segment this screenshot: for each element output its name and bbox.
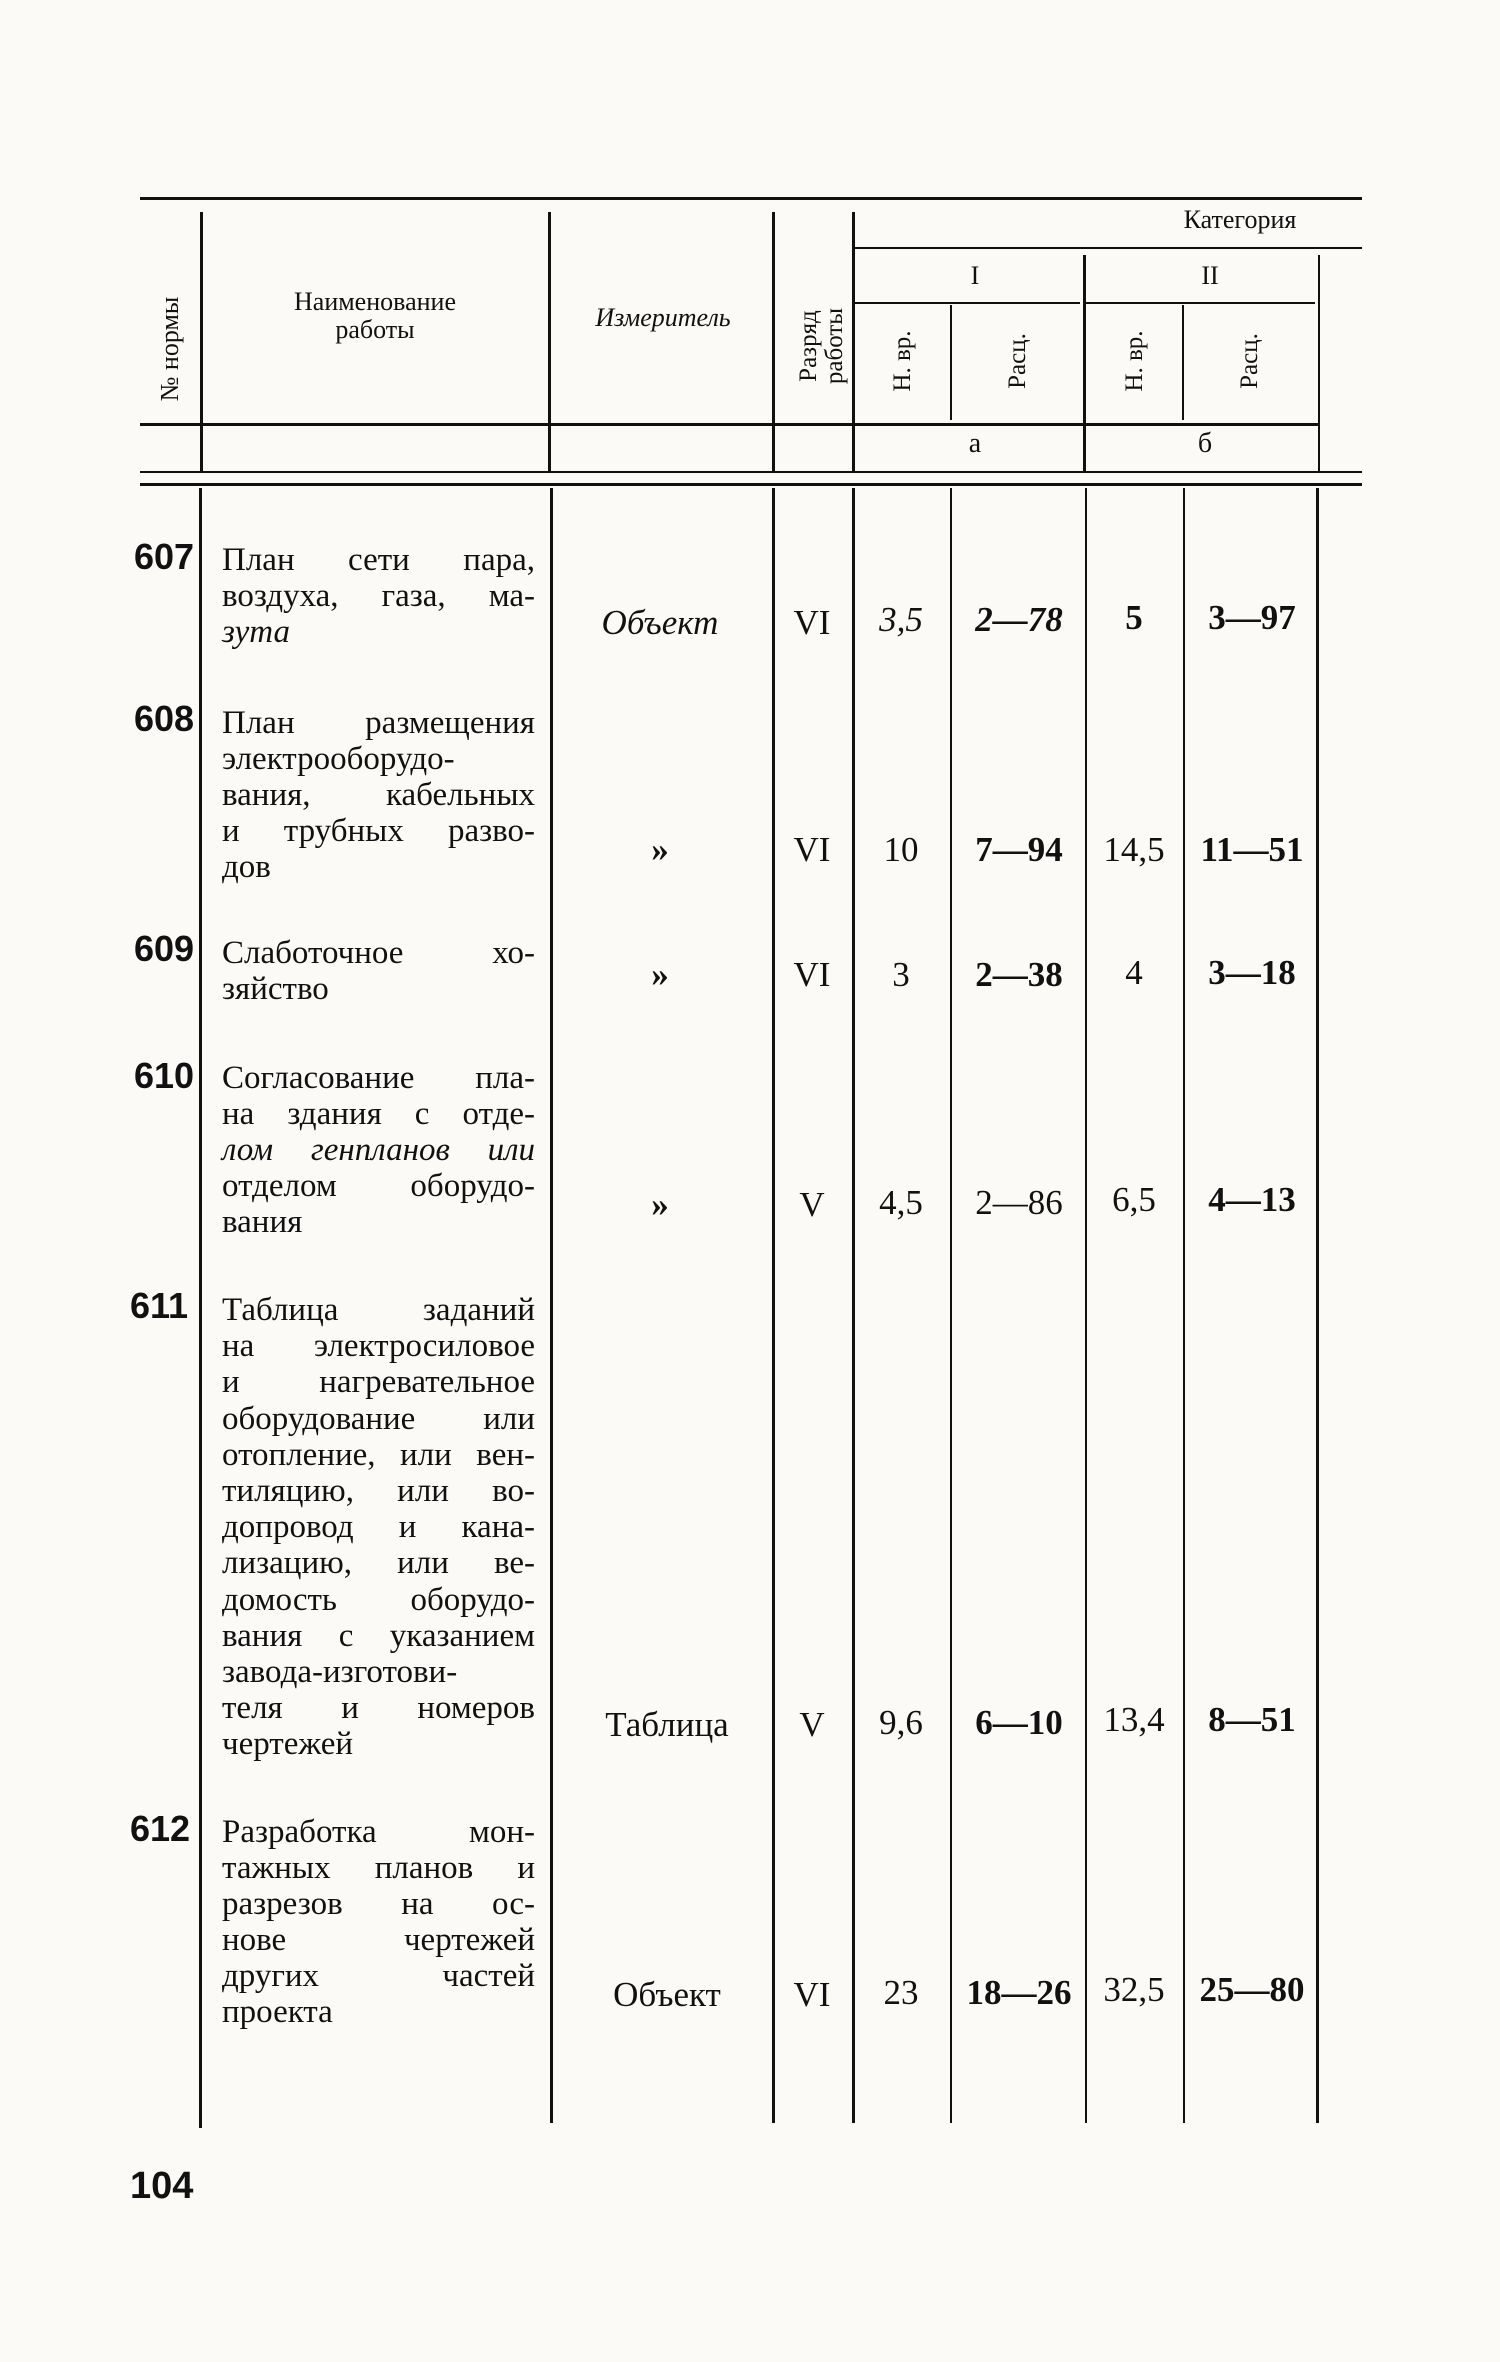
work-name-line: вания, кабельных <box>222 777 535 813</box>
work-name-line: Слаботочное хо- <box>222 935 535 971</box>
work-name-line: чертежей <box>222 1726 354 1763</box>
work-name-line: вания <box>222 1204 303 1240</box>
work-name <box>222 1814 535 2030</box>
work-name-line: лом генпланов или <box>222 1132 535 1168</box>
top-rule <box>140 197 1362 200</box>
work-name-line: и трубных разво- <box>222 813 535 849</box>
col-divider-measure <box>772 212 775 472</box>
cat-I-nvr-cell: 9,6 <box>879 1703 923 1742</box>
category-rule <box>852 247 1362 249</box>
cat-II-nvr-cell: 4 <box>1125 953 1143 992</box>
work-name <box>222 542 535 650</box>
norm-number: 612 <box>130 1808 191 1849</box>
work-name-line: воздуха, газа, ма- <box>222 578 535 614</box>
work-name-line: Согласование пла- <box>222 1060 535 1096</box>
cat-I-rasc-cell: 18—26 <box>966 1973 1072 2012</box>
measure-cell: » <box>651 955 669 994</box>
work-name-line: проекта <box>222 1994 333 2030</box>
norm-number: 610 <box>134 1055 195 1096</box>
cat-I-rasc-cell: 2—78 <box>975 600 1063 639</box>
header-bottom-rule <box>140 423 1320 426</box>
work-name-line: Разработка мон- <box>222 1814 535 1850</box>
col-divider-grade <box>852 212 855 472</box>
work-name-line: допровод и кана- <box>222 1509 535 1546</box>
norm-number: 607 <box>134 536 195 577</box>
measure-cell: Объект <box>601 603 719 642</box>
cat-II-rasc-cell: 25—80 <box>1199 1970 1305 2009</box>
header-cat-I: I <box>970 261 980 290</box>
cat-II-rasc-cell: 4—13 <box>1208 1180 1296 1219</box>
measure-cell: Таблица <box>605 1705 729 1744</box>
col-divider-name <box>548 212 551 472</box>
header-II-nvr: Н. вр. <box>1121 330 1148 392</box>
work-name-line: зяйство <box>222 971 329 1007</box>
work-name-line: лизацию, или ве- <box>222 1545 535 1582</box>
body-divider-grade <box>852 488 855 2123</box>
col-divider-right <box>1318 255 1320 471</box>
subheader-bottom-rule <box>140 471 1362 473</box>
header-norm-no: № нормы <box>155 296 184 402</box>
work-name-line: тиляцию, или во- <box>222 1473 535 1510</box>
header-I-rasc: Расц. <box>1004 333 1031 389</box>
cat-I-rasc-cell: 2—38 <box>975 955 1063 994</box>
work-name-line: тажных планов и <box>222 1850 535 1886</box>
grade-cell: VI <box>793 1975 831 2014</box>
cat-I-nvr-cell: 4,5 <box>879 1183 923 1222</box>
norm-number: 608 <box>134 698 195 739</box>
work-name-line: разрезов на ос- <box>222 1886 535 1922</box>
work-grade-label: Разряд работы <box>795 307 848 385</box>
cat-I-nvr-cell: 3,5 <box>879 600 923 639</box>
cat-I-rasc-cell: 2—86 <box>975 1183 1063 1222</box>
work-name-line: нове чертежей <box>222 1922 535 1958</box>
header-sub-b: б <box>1197 428 1213 459</box>
work-name-line: и нагревательное <box>222 1364 535 1401</box>
cat-I-rule <box>852 302 1080 304</box>
col-divider-I-II <box>1083 255 1086 471</box>
work-name-line: других частей <box>222 1958 535 1994</box>
measure-cell: » <box>651 1185 669 1224</box>
col-divider-II-inner <box>1182 305 1184 420</box>
header-cat-II: II <box>1201 261 1219 290</box>
header-II-rasc: Расц. <box>1236 333 1263 389</box>
header-measure: Измеритель <box>595 303 731 332</box>
body-divider-I-II <box>1085 488 1087 2123</box>
body-top-rule <box>140 483 1362 486</box>
work-name <box>222 1292 535 1763</box>
cat-II-nvr-cell: 14,5 <box>1103 830 1165 869</box>
body-divider-right <box>1316 488 1319 2123</box>
header-work-name: Наименование работы <box>294 287 456 344</box>
cat-II-rasc-cell: 8—51 <box>1208 1700 1296 1739</box>
work-name-line: электрооборудо- <box>222 741 455 777</box>
grade-cell: V <box>799 1185 825 1224</box>
header-work-grade <box>796 276 848 416</box>
grade-cell: VI <box>793 955 831 994</box>
work-name-line: завода-изготови- <box>222 1654 458 1691</box>
cat-II-rasc-cell: 3—18 <box>1208 953 1296 992</box>
col-divider-norm <box>200 212 203 472</box>
body-divider-II-inner <box>1183 488 1185 2123</box>
grade-cell: VI <box>793 830 831 869</box>
work-name <box>222 705 535 885</box>
work-name <box>222 1060 535 1240</box>
work-name-line: на электросиловое <box>222 1328 535 1365</box>
cat-I-rasc-cell: 7—94 <box>975 830 1063 869</box>
work-name-line: на здания с отде- <box>222 1096 535 1132</box>
header-I-nvr: Н. вр. <box>889 330 916 392</box>
work-name-line: вания с указанием <box>222 1617 535 1654</box>
cat-II-rule <box>1085 302 1315 304</box>
norm-number: 611 <box>130 1285 189 1326</box>
cat-I-nvr-cell: 23 <box>883 1973 919 2012</box>
work-name-line: отделом оборудо- <box>222 1168 535 1204</box>
work-name-line: План сети пара, <box>222 542 535 578</box>
work-name-line: Таблица заданий <box>222 1292 535 1328</box>
work-name <box>222 935 535 1007</box>
cat-I-nvr-cell: 10 <box>883 830 919 869</box>
work-name-line: отопление, или вен- <box>222 1436 535 1473</box>
cat-I-rasc-cell: 6—10 <box>975 1703 1063 1742</box>
work-name-line: План размещения <box>222 705 535 741</box>
body-divider-measure <box>772 488 775 2123</box>
body-divider-I-inner <box>950 488 952 2123</box>
grade-cell: V <box>799 1705 825 1744</box>
cat-II-nvr-cell: 6,5 <box>1112 1180 1156 1219</box>
header-sub-a: а <box>968 428 982 459</box>
grade-cell: VI <box>793 603 831 642</box>
header-category: Категория <box>1183 205 1297 234</box>
work-name-line: дов <box>222 849 271 885</box>
work-name-line: оборудование или <box>222 1400 535 1437</box>
work-name-line: зута <box>222 614 291 650</box>
cat-II-nvr-cell: 13,4 <box>1103 1700 1165 1739</box>
cat-II-rasc-cell: 3—97 <box>1208 598 1296 637</box>
body-divider-norm <box>199 488 202 2128</box>
work-name-line: теля и номеров <box>222 1690 535 1727</box>
cat-II-nvr-cell: 5 <box>1125 598 1143 637</box>
page-number: 104 <box>130 2165 194 2207</box>
body-divider-name <box>550 488 553 2123</box>
measure-cell: Объект <box>613 1975 721 2014</box>
cat-II-rasc-cell: 11—51 <box>1200 830 1304 869</box>
norm-number: 609 <box>134 928 195 969</box>
measure-cell: » <box>651 830 669 869</box>
work-name-line: домость оборудо- <box>222 1581 535 1618</box>
cat-II-nvr-cell: 32,5 <box>1103 1970 1165 2009</box>
col-divider-I-inner <box>950 305 952 420</box>
cat-I-nvr-cell: 3 <box>892 955 910 994</box>
